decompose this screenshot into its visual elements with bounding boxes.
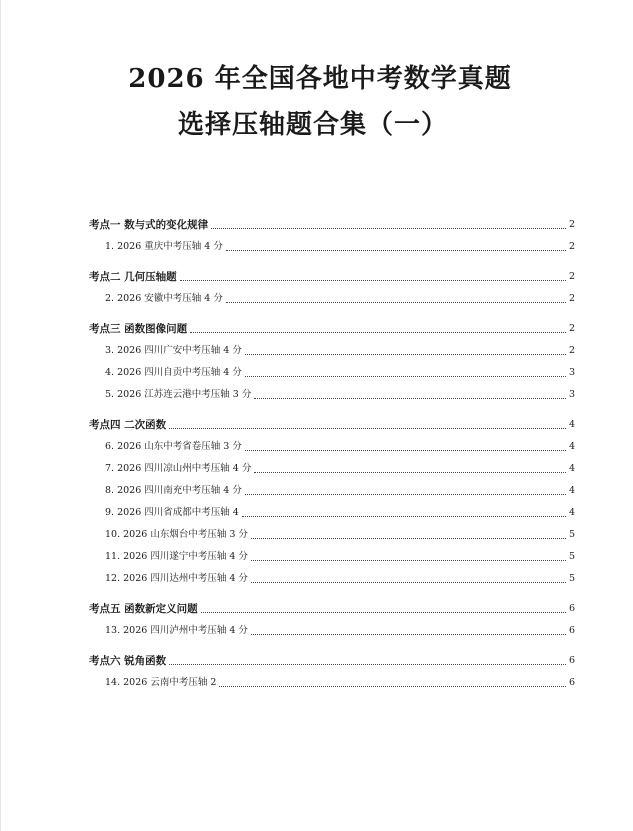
dot-leader (180, 279, 566, 281)
toc-section[interactable] (89, 214, 575, 232)
dot-leader (245, 375, 566, 377)
dot-leader (226, 249, 566, 251)
dot-leader (242, 515, 566, 517)
toc-entry-label: 9. 2026 四川省成都中考压轴 4 (105, 507, 239, 518)
document-title: 2026 年全国各地中考数学真题 (128, 64, 512, 94)
toc-page-number: 2 (568, 293, 575, 304)
dot-leader (169, 427, 566, 429)
dot-leader (226, 301, 566, 303)
toc-page-number: 2 (568, 271, 575, 282)
toc-entry[interactable] (89, 546, 575, 564)
dot-leader (211, 227, 566, 229)
toc-page-number: 2 (568, 323, 575, 334)
dot-leader (201, 611, 566, 613)
toc-page-number: 6 (568, 625, 575, 636)
toc-page-number: 6 (568, 677, 575, 688)
toc-section-label: 考点六 锐角函数 (89, 655, 167, 667)
toc-entry-label: 10. 2026 山东烟台中考压轴 3 分 (105, 529, 248, 540)
toc-section-label: 考点二 几何压轴题 (89, 271, 177, 283)
toc-section-label: 考点五 函数新定义问题 (89, 603, 198, 615)
dot-leader (251, 581, 566, 583)
toc-section[interactable] (89, 598, 575, 616)
dot-leader (245, 449, 566, 451)
toc-entry-label: 13. 2026 四川泸州中考压轴 4 分 (105, 625, 248, 636)
toc-entry-label: 3. 2026 四川广安中考压轴 4 分 (105, 345, 242, 356)
toc-page-number: 6 (568, 603, 575, 614)
toc-entry[interactable] (89, 480, 575, 498)
toc-entry[interactable] (89, 672, 575, 690)
toc-section-label: 考点三 函数图像问题 (89, 323, 188, 335)
toc-page-number: 6 (568, 655, 575, 666)
toc-page-number: 3 (568, 367, 575, 378)
dot-leader (245, 353, 566, 355)
toc-entry[interactable] (89, 458, 575, 476)
toc-section[interactable] (89, 318, 575, 336)
dot-leader (251, 537, 566, 539)
toc-section-label: 考点一 数与式的变化规律 (89, 219, 209, 231)
toc-section-label: 考点四 二次函数 (89, 419, 167, 431)
toc-entry-label: 8. 2026 四川南充中考压轴 4 分 (105, 485, 242, 496)
toc-entry-label: 7. 2026 四川凉山州中考压轴 4 分 (105, 463, 252, 474)
toc-entry[interactable] (89, 236, 575, 254)
dot-leader (254, 397, 566, 399)
dot-leader (219, 685, 566, 687)
toc-page-number: 4 (568, 419, 575, 430)
toc-entry[interactable] (89, 568, 575, 586)
toc-entry[interactable] (89, 502, 575, 520)
dot-leader (251, 559, 566, 561)
toc-page-number: 5 (568, 551, 575, 562)
toc-entry[interactable] (89, 340, 575, 358)
toc-entry[interactable] (89, 436, 575, 454)
toc-entry[interactable] (89, 362, 575, 380)
toc-page-number: 2 (568, 219, 575, 230)
toc-section[interactable] (89, 414, 575, 432)
dot-leader (251, 633, 566, 635)
toc-entry-label: 2. 2026 安徽中考压轴 4 分 (105, 293, 223, 304)
toc-page-number: 4 (568, 507, 575, 518)
toc-page-number: 4 (568, 441, 575, 452)
toc-entry-label: 5. 2026 江苏连云港中考压轴 3 分 (105, 389, 252, 400)
toc-entry-label: 14. 2026 云南中考压轴 2 (105, 677, 217, 688)
toc-page-number: 3 (568, 389, 575, 400)
toc-entry-label: 12. 2026 四川达州中考压轴 4 分 (105, 573, 248, 584)
toc-entry[interactable] (89, 524, 575, 542)
dot-leader (245, 493, 566, 495)
toc-entry-label: 4. 2026 四川自贡中考压轴 4 分 (105, 367, 242, 378)
dot-leader (254, 471, 566, 473)
toc-page-number: 5 (568, 573, 575, 584)
toc-entry-label: 1. 2026 重庆中考压轴 4 分 (105, 241, 223, 252)
document-subtitle: 选择压轴题合集（一） (177, 110, 448, 140)
toc-entry-label: 6. 2026 山东中考省卷压轴 3 分 (105, 441, 242, 452)
toc-page-number: 2 (568, 241, 575, 252)
toc-entry[interactable] (89, 384, 575, 402)
toc-entry[interactable] (89, 620, 575, 638)
toc-section[interactable] (89, 650, 575, 668)
toc-page-number: 4 (568, 485, 575, 496)
toc-page-number: 4 (568, 463, 575, 474)
toc-entry-label: 11. 2026 四川遂宁中考压轴 4 分 (105, 551, 248, 562)
toc-section[interactable] (89, 266, 575, 284)
toc-page-number: 5 (568, 529, 575, 540)
dot-leader (190, 331, 566, 333)
dot-leader (169, 663, 566, 665)
toc-page-number: 2 (568, 345, 575, 356)
toc-entry[interactable] (89, 288, 575, 306)
